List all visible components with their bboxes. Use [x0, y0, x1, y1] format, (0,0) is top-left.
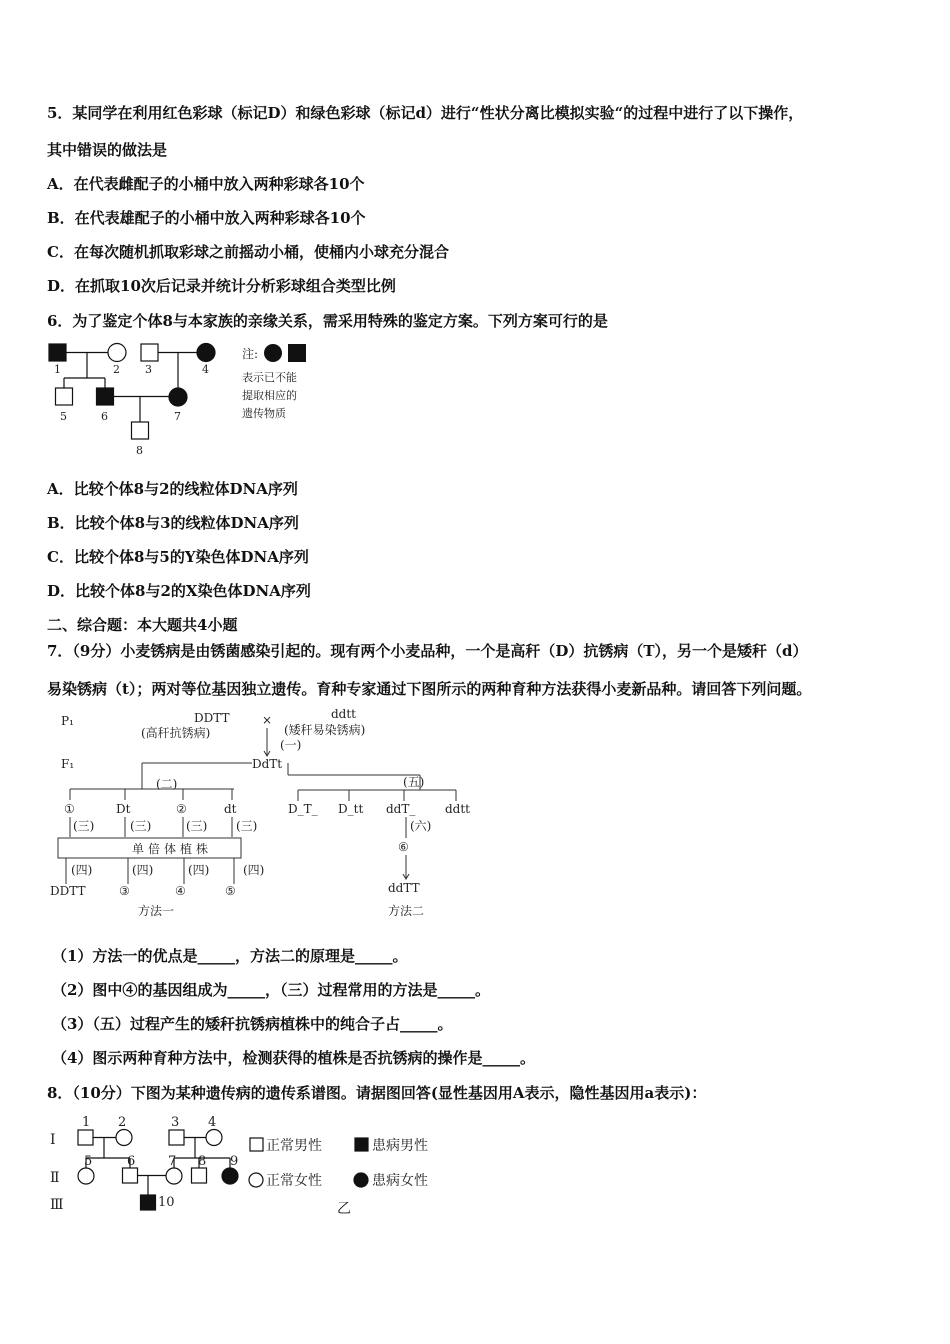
q8-label-3: 3 — [171, 1115, 180, 1130]
p1-label: P₁ — [61, 714, 74, 728]
step-six-label: (六) — [410, 819, 432, 833]
final-genotype-ddTT: ddTT — [388, 881, 420, 895]
figure-caption-yi: 乙 — [337, 1201, 351, 1217]
parent1-genotype: DDTT — [194, 711, 230, 725]
q8-individual-5-female — [78, 1168, 94, 1184]
individual-7-affected-female — [169, 388, 187, 406]
q8-pedigree — [44, 1108, 464, 1220]
individual-8-male — [132, 422, 149, 439]
generation-II: Ⅱ — [50, 1170, 60, 1186]
label-8: 8 — [136, 444, 143, 457]
cross-symbol: × — [262, 713, 273, 727]
q8-label-8: 8 — [198, 1154, 207, 1169]
q7-stem-line2: 易染锈病（t）；两对等位基因独立遗传。育种专家通过下图所示的两种育种方法获得小麦新品种。请回答下列问题。 — [47, 680, 812, 698]
q8-label-4: 4 — [208, 1115, 217, 1130]
generation-III: Ⅲ — [50, 1197, 64, 1213]
step-four-label-3: (四) — [188, 863, 210, 877]
q8-individual-6-male — [123, 1168, 138, 1183]
legend-normal-male: 正常男性 — [266, 1138, 322, 1154]
result-5: ⑤ — [225, 884, 236, 898]
q8-label-7: 7 — [168, 1154, 177, 1169]
f1-label: F₁ — [61, 757, 75, 771]
step-three-label-1: (三) — [73, 819, 95, 833]
f2-type-D_T_: D_T_ — [288, 802, 318, 816]
q5-option-d: D．在抓取10次后记录并统计分析彩球组合类型比例 — [47, 277, 396, 295]
q7-question-3: （3）（五）过程产生的矮秆抗锈病植株中的纯合子占_____。 — [52, 1015, 453, 1033]
step-four-label-2: (四) — [132, 863, 154, 877]
parent2-note: (矮秆易染锈病) — [284, 723, 366, 737]
q8-label-2: 2 — [118, 1115, 127, 1130]
q8-individual-7-female — [166, 1168, 182, 1184]
legend-normal-female-icon — [249, 1173, 263, 1187]
note-affected-female-icon — [264, 344, 282, 362]
q8-individual-3-male — [169, 1130, 184, 1145]
q7-question-1: （1）方法一的优点是_____，方法二的原理是_____。 — [52, 947, 408, 965]
q8-individual-8-male — [192, 1168, 207, 1183]
q7-question-2: （2）图中④的基因组成为_____，（三）过程常用的方法是_____。 — [52, 981, 490, 999]
gamete-dt: dt — [224, 802, 237, 816]
q8-stem: 8．（10分）下图为某种遗传病的遗传系谱图。请据图回答(显性基因用A表示，隐性基因用a表示)： — [47, 1084, 707, 1102]
legend-normal-female: 正常女性 — [266, 1173, 322, 1189]
q5-stem-line2: 其中错误的做法是 — [47, 141, 168, 159]
q7-question-4: （4）图示两种育种方法中，检测获得的植株是否抗锈病的操作是_____。 — [52, 1049, 535, 1067]
gamete-2: ② — [176, 802, 187, 816]
step-three-label-3: (三) — [186, 819, 208, 833]
step-three-label-2: (三) — [130, 819, 152, 833]
f2-type-ddT_: ddT_ — [386, 802, 416, 816]
legend-normal-male-icon — [250, 1138, 263, 1151]
q6-option-d: D．比较个体8与2的X染色体DNA序列 — [47, 582, 311, 600]
individual-6-affected-male — [97, 388, 114, 405]
gamete-1: ① — [64, 802, 75, 816]
q6-stem: 6．为了鉴定个体8与本家族的亲缘关系，需采用特殊的鉴定方案。下列方案可行的是 — [47, 312, 608, 330]
step-one-label: (一) — [280, 738, 302, 752]
q8-individual-2-female — [116, 1130, 132, 1146]
label-1: 1 — [54, 363, 61, 376]
section-2-title: 二、综合题：本大题共4小题 — [47, 616, 238, 634]
q5-option-a: A．在代表雌配子的小桶中放入两种彩球各10个 — [47, 175, 365, 193]
label-2: 2 — [113, 363, 120, 376]
q8-label-10: 10 — [158, 1195, 175, 1210]
result-6: ⑥ — [398, 840, 409, 854]
q7-stem-line1: 7．（9分）小麦锈病是由锈菌感染引起的。现有两个小麦品种，一个是高秆（D）抗锈病（T），另一个是矮秆（d） — [47, 642, 808, 660]
result-3: ③ — [119, 884, 130, 898]
q8-label-9: 9 — [230, 1154, 239, 1169]
label-5: 5 — [60, 410, 67, 423]
q6-pedigree — [40, 338, 330, 462]
step-four-label-4: (四) — [243, 863, 265, 877]
f1-genotype: DdTt — [252, 757, 283, 771]
note-affected-male-icon — [288, 344, 306, 362]
parent2-genotype: ddtt — [331, 707, 357, 721]
label-3: 3 — [145, 363, 152, 376]
q8-individual-9-affected-female — [222, 1168, 238, 1184]
f2-type-ddtt: ddtt — [445, 802, 471, 816]
q6-option-b: B．比较个体8与3的线粒体DNA序列 — [47, 514, 299, 532]
individual-5-male — [56, 388, 73, 405]
note-prefix: 注: — [242, 347, 259, 361]
q6-option-c: C．比较个体8与5的Y染色体DNA序列 — [47, 548, 309, 566]
individual-2-female — [108, 344, 126, 362]
gamete-Dt: Dt — [116, 802, 131, 816]
result-DDTT: DDTT — [50, 884, 86, 898]
individual-1-affected-male — [49, 344, 66, 361]
step-four-label-1: (四) — [71, 863, 93, 877]
step-five-label: (五) — [403, 775, 425, 789]
note-line-3: 遗传物质 — [242, 407, 286, 420]
result-4: ④ — [175, 884, 186, 898]
generation-I: Ⅰ — [50, 1132, 56, 1148]
method-two-label: 方法二 — [388, 904, 425, 918]
q7-breeding-diagram — [48, 706, 488, 926]
q6-option-a: A．比较个体8与2的线粒体DNA序列 — [47, 480, 298, 498]
legend-affected-female: 患病女性 — [372, 1173, 428, 1189]
individual-3-male — [141, 344, 158, 361]
legend-affected-female-icon — [354, 1173, 368, 1187]
q8-label-5: 5 — [84, 1154, 93, 1169]
q5-option-c: C．在每次随机抓取彩球之前摇动小桶，使桶内小球充分混合 — [47, 243, 449, 261]
label-4: 4 — [202, 363, 209, 376]
q5-stem-line1: 5．某同学在利用红色彩球（标记D）和绿色彩球（标记d）进行“性状分离比模拟实验“的过程中进行了以下操作， — [47, 104, 804, 122]
label-7: 7 — [174, 410, 181, 423]
q8-individual-10-affected-male — [141, 1195, 156, 1210]
q8-individual-4-female — [206, 1130, 222, 1146]
method-one-label: 方法一 — [138, 904, 175, 918]
note-line-2: 提取相应的 — [242, 389, 297, 402]
q8-label-6: 6 — [127, 1154, 136, 1169]
q8-individual-1-male — [78, 1130, 93, 1145]
label-6: 6 — [101, 410, 108, 423]
step-three-label-4: (三) — [236, 819, 258, 833]
q5-option-b: B．在代表雄配子的小桶中放入两种彩球各10个 — [47, 209, 366, 227]
legend-affected-male-icon — [355, 1138, 368, 1151]
step-two-label: (二) — [156, 777, 178, 791]
f2-type-D_tt: D_tt — [338, 802, 364, 816]
q8-label-1: 1 — [82, 1115, 91, 1130]
legend-affected-male: 患病男性 — [372, 1138, 428, 1154]
haploid-plant-box-label: 单倍体植株 — [132, 842, 213, 856]
parent1-note: (高秆抗锈病) — [141, 726, 211, 740]
note-line-1: 表示已不能 — [242, 371, 297, 384]
individual-4-affected-female — [197, 344, 215, 362]
